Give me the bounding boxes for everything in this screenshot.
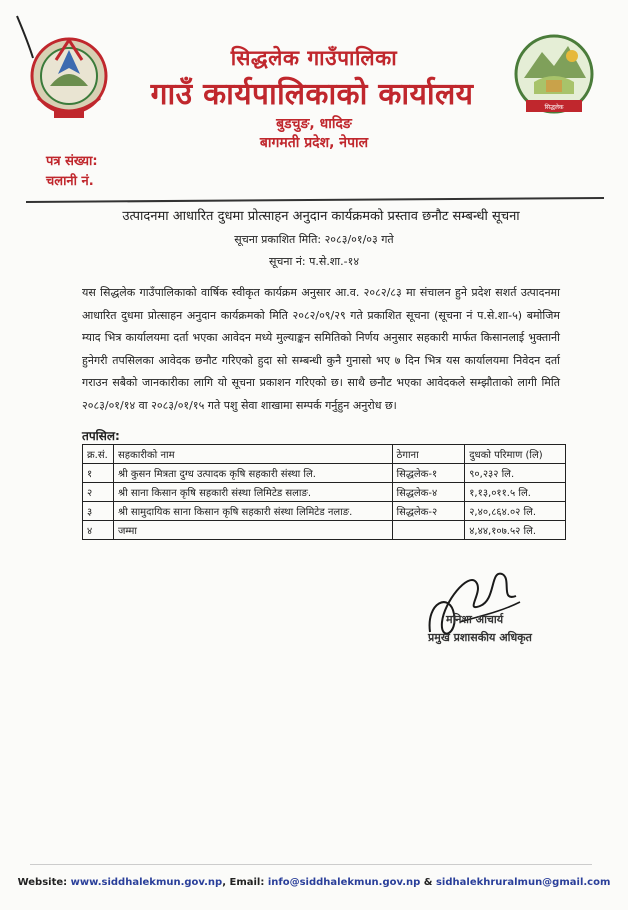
footer-divider <box>30 864 592 865</box>
notice-number: सूचना नं: प.से.शा.-१४ <box>268 255 360 268</box>
cell-serial: ४ <box>83 521 114 540</box>
table-row <box>83 502 566 521</box>
footer-contact <box>0 877 628 888</box>
notice-body-paragraph: यस सिद्धलेक गाउँपालिकाको वार्षिक स्वीकृत कार्यक्रम अनुसार आ.व. २०८२/८३ मा संचालन हुने प्रदेश सशर्त उत्पादनमा आधारित दुधमा प्रोत्साहन अनुदान कार्यक्रमको मिति २०८२/०९/२९ गते प्रकाशित सूचना (सूचना नं प.से.शा-५) बमोजिम म्याद भित्र कार्यालयमा दर्ता भएका आवेदन मध्ये मुल्याङ्कन समितिको निर्णय अनुसार सहकारी मार्फत किसानलाई भुक्तानी हुनेगरी तपसिलका आवेदक छनौट गरिएको हुदा सो सम्बन्धी कुनै गुनासो भए ७ दिन भित्र यस कार्यालयमा निवेदन दर्ता गराउन सबैको जानकारीका लागि यो सूचना प्रकाशन गरिएको छ। साथै छनौट भएका आवेदकले सम्झौताको लागी मिति २०८३/०१/१४ वा २०८३/०१/१५ गते पशु सेवा शाखामा सम्पर्क गर्नुहुन अनुरोध छ। <box>82 286 560 412</box>
office-province: बागमती प्रदेश, नेपाल <box>259 135 369 151</box>
footer-separator: & <box>420 877 436 888</box>
table-row <box>83 464 566 483</box>
notice-body <box>82 282 560 417</box>
table-total-row <box>83 521 566 540</box>
cell-serial: १ <box>83 464 114 483</box>
cell-address: सिद्धलेक-४ <box>392 483 465 502</box>
website-link[interactable]: www.siddhalekmun.gov.np <box>70 877 223 888</box>
signatory-title: प्रमुख प्रशासकीय अधिकृत <box>428 631 532 644</box>
svg-text:सिद्धलेक: सिद्धलेक <box>544 104 564 111</box>
table-row <box>83 483 566 502</box>
notice-published-date: सूचना प्रकाशित मिति: २०८३/०१/०३ गते <box>234 233 394 246</box>
patra-sankhya-label: पत्र संख्या: <box>46 154 98 169</box>
column-header-name: सहकारीको नाम <box>113 445 392 464</box>
selected-cooperatives-table <box>82 444 566 540</box>
municipality-name: सिद्धलेक गाउँपालिका <box>230 46 398 70</box>
cell-total-label: जम्मा <box>113 521 392 540</box>
nepal-emblem-icon <box>28 28 110 128</box>
office-location: बुडचुङ, धादिङ <box>276 116 352 132</box>
cell-total-quantity: ४,४४,१०७.५२ लि. <box>465 521 566 540</box>
cell-serial: २ <box>83 483 114 502</box>
chalani-number-label: चलानी नं. <box>46 174 94 189</box>
cell-address: सिद्धलेक-२ <box>392 502 465 521</box>
cell-quantity: २,४०,८६४.०२ लि. <box>465 502 566 521</box>
cell-address: सिद्धलेक-१ <box>392 464 465 483</box>
column-header-serial: क्र.सं. <box>83 445 114 464</box>
column-header-quantity: दुधको परिमाण (लि) <box>465 445 566 464</box>
cell-address <box>392 521 465 540</box>
email2-link[interactable]: sidhalekhruralmun@gmail.com <box>435 877 611 888</box>
cell-name: श्री कुसन मित्रता दुग्ध उत्पादक कृषि सहकारी संस्था लि. <box>113 464 392 483</box>
header-divider <box>26 197 604 203</box>
cell-name: श्री साना किसान कृषि सहकारी संस्था लिमिटेड सलाङ. <box>113 483 392 502</box>
cell-name: श्री सामुदायिक साना किसान कृषि सहकारी संस्था लिमिटेड नलाङ. <box>113 502 392 521</box>
footer-website-label: Website: <box>17 877 71 888</box>
office-name: गाउँ कार्यपालिकाको कार्यालय <box>150 77 474 112</box>
cell-serial: ३ <box>83 502 114 521</box>
detail-label: तपसिल: <box>82 429 120 443</box>
email-link[interactable]: info@siddhalekmun.gov.np <box>267 877 421 888</box>
notice-subject: उत्पादनमा आधारित दुधमा प्रोत्साहन अनुदान कार्यक्रमको प्रस्ताव छनौट सम्बन्धी सूचना <box>122 209 520 224</box>
signatory-name: मनिशा आचार्य <box>446 613 504 626</box>
table-header-row <box>83 445 566 464</box>
cell-quantity: १,१३,०११.५ लि. <box>465 483 566 502</box>
column-header-address: ठेगाना <box>392 445 465 464</box>
footer-email-label: , Email: <box>222 877 268 888</box>
cell-quantity: ९०,२३२ लि. <box>465 464 566 483</box>
